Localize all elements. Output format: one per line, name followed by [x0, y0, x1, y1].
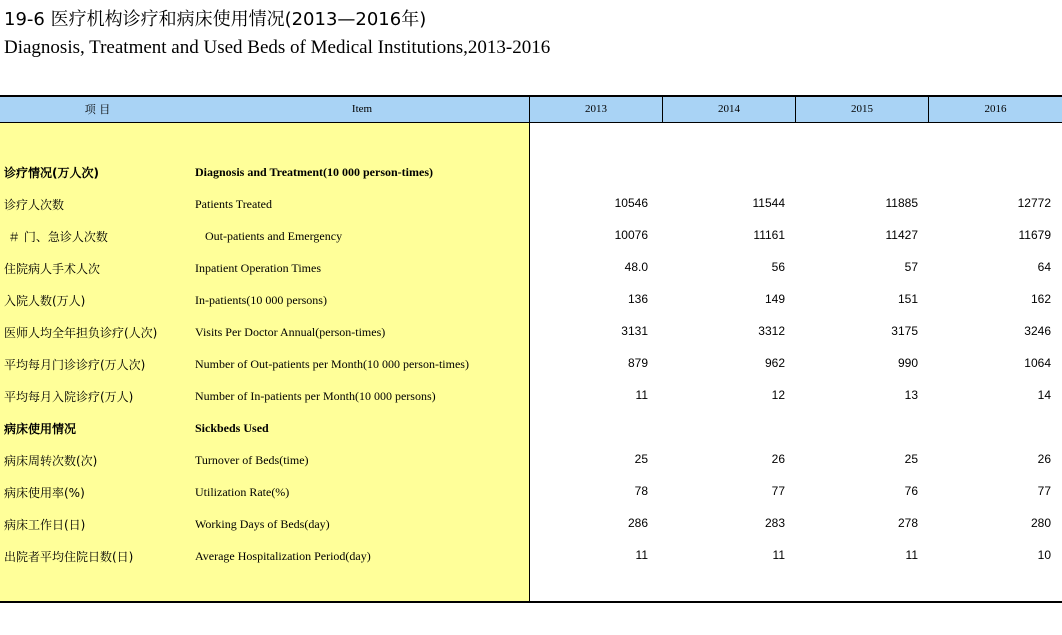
cell-2016: 3246	[1024, 324, 1051, 338]
row-label-cn: 病床周转次数(次)	[4, 454, 98, 468]
table-row	[0, 228, 1062, 248]
row-label-cn: 病床工作日(日)	[4, 518, 86, 532]
row-label-en: Average Hospitalization Period(day)	[195, 549, 371, 563]
cell-2014: 149	[764, 292, 785, 306]
table-row	[0, 452, 1062, 472]
row-label-cn: 诊疗情况(万人次)	[4, 166, 99, 180]
cell-2013: 879	[627, 356, 648, 370]
table-row	[0, 548, 1062, 568]
row-label-cn: 出院者平均住院日数(日)	[4, 550, 134, 564]
row-label-en: Number of In-patients per Month(10 000 persons)	[195, 389, 436, 403]
row-label-en: Utilization Rate(%)	[195, 485, 290, 499]
row-label-en: Out-patients and Emergency	[205, 229, 343, 243]
table-row	[0, 196, 1062, 216]
cell-2013: 11	[635, 548, 648, 562]
cell-2015: 3175	[891, 324, 918, 338]
row-label-en: Diagnosis and Treatment(10 000 person-times)	[195, 165, 433, 179]
table-header	[0, 97, 1062, 123]
cell-2014: 12	[771, 388, 785, 402]
row-label-cn: 入院人数(万人)	[4, 294, 86, 308]
row-label-cn: 医师人均全年担负诊疗(人次)	[4, 326, 158, 340]
cell-2015: 11	[905, 548, 918, 562]
cell-2016: 77	[1037, 484, 1051, 498]
cell-2015: 990	[897, 356, 918, 370]
cell-2014: 11161	[753, 228, 785, 242]
cell-2016: 11679	[1018, 228, 1051, 242]
table-row	[0, 324, 1062, 344]
header-year-2014: 2014	[718, 103, 740, 115]
row-label-en: Number of Out-patients per Month(10 000 person-times)	[195, 357, 469, 371]
row-label-cn: 平均每月门诊诊疗(万人次)	[4, 358, 146, 372]
row-label-cn: 病床使用率(%)	[4, 486, 85, 500]
cell-2015: 278	[897, 516, 918, 530]
header-year-2016: 2016	[984, 103, 1007, 115]
table-row-section-diagnosis	[0, 164, 1062, 184]
cell-2014: 11	[772, 548, 785, 562]
row-label-en: Visits Per Doctor Annual(person-times)	[195, 325, 386, 339]
cell-2016: 64	[1037, 260, 1051, 274]
cell-2014: 77	[771, 484, 785, 498]
cell-2016: 1064	[1024, 356, 1051, 370]
table-title-en: Diagnosis, Treatment and Used Beds of Medical Institutions,2013-2016	[4, 37, 551, 58]
cell-2013: 10076	[614, 228, 648, 242]
cell-2013: 286	[627, 516, 648, 530]
cell-2013: 136	[627, 292, 648, 306]
cell-2015: 57	[904, 260, 918, 274]
row-label-en: Working Days of Beds(day)	[195, 517, 330, 531]
header-year-2013: 2013	[585, 103, 607, 115]
cell-2013: 11	[635, 388, 648, 402]
cell-2013: 25	[634, 452, 648, 466]
cell-2015: 25	[904, 452, 918, 466]
cell-2013: 78	[634, 484, 648, 498]
cell-2015: 76	[904, 484, 918, 498]
cell-2016: 10	[1037, 548, 1051, 562]
header-item-en: Item	[351, 103, 373, 115]
table-row	[0, 516, 1062, 536]
table-row	[0, 292, 1062, 312]
cell-2013: 48.0	[624, 260, 648, 274]
table-row	[0, 356, 1062, 376]
row-label-cn: ＃ 门、急诊人次数	[8, 230, 108, 244]
row-label-cn: 住院病人手术人次	[4, 262, 101, 276]
cell-2016: 280	[1030, 516, 1051, 530]
table-row	[0, 388, 1062, 408]
cell-2014: 283	[764, 516, 785, 530]
header-year-2015: 2015	[851, 103, 873, 115]
table-row	[0, 260, 1062, 280]
row-label-en: Patients Treated	[195, 197, 272, 211]
cell-2014: 3312	[758, 324, 785, 338]
cell-2014: 26	[771, 452, 785, 466]
table-row-section-sickbeds	[0, 420, 1062, 440]
table-row	[0, 484, 1062, 504]
cell-2014: 56	[771, 260, 785, 274]
cell-2015: 13	[904, 388, 918, 402]
cell-2016: 14	[1037, 388, 1051, 402]
row-label-en: Turnover of Beds(time)	[195, 453, 309, 467]
cell-2013: 3131	[621, 324, 648, 338]
cell-2015: 11885	[885, 196, 918, 210]
cell-2015: 151	[897, 292, 918, 306]
cell-2015: 11427	[885, 228, 918, 242]
cell-2014: 962	[764, 356, 785, 370]
row-label-cn: 病床使用情况	[4, 422, 77, 436]
bottom-rule	[0, 601, 1062, 603]
header-item-cn: 项 目	[84, 103, 111, 116]
table-title-cn: 19-6 医疗机构诊疗和病床使用情况(2013—2016年)	[4, 9, 427, 30]
row-label-en: Sickbeds Used	[195, 421, 269, 435]
cell-2016: 12772	[1017, 196, 1051, 210]
cell-2016: 26	[1037, 452, 1051, 466]
cell-2013: 10546	[614, 196, 648, 210]
row-label-en: Inpatient Operation Times	[195, 261, 321, 275]
row-label-en: In-patients(10 000 persons)	[195, 293, 327, 307]
cell-2014: 11544	[752, 196, 785, 210]
row-label-cn: 平均每月入院诊疗(万人)	[4, 390, 134, 404]
cell-2016: 162	[1030, 292, 1051, 306]
row-label-cn: 诊疗人次数	[4, 198, 65, 212]
